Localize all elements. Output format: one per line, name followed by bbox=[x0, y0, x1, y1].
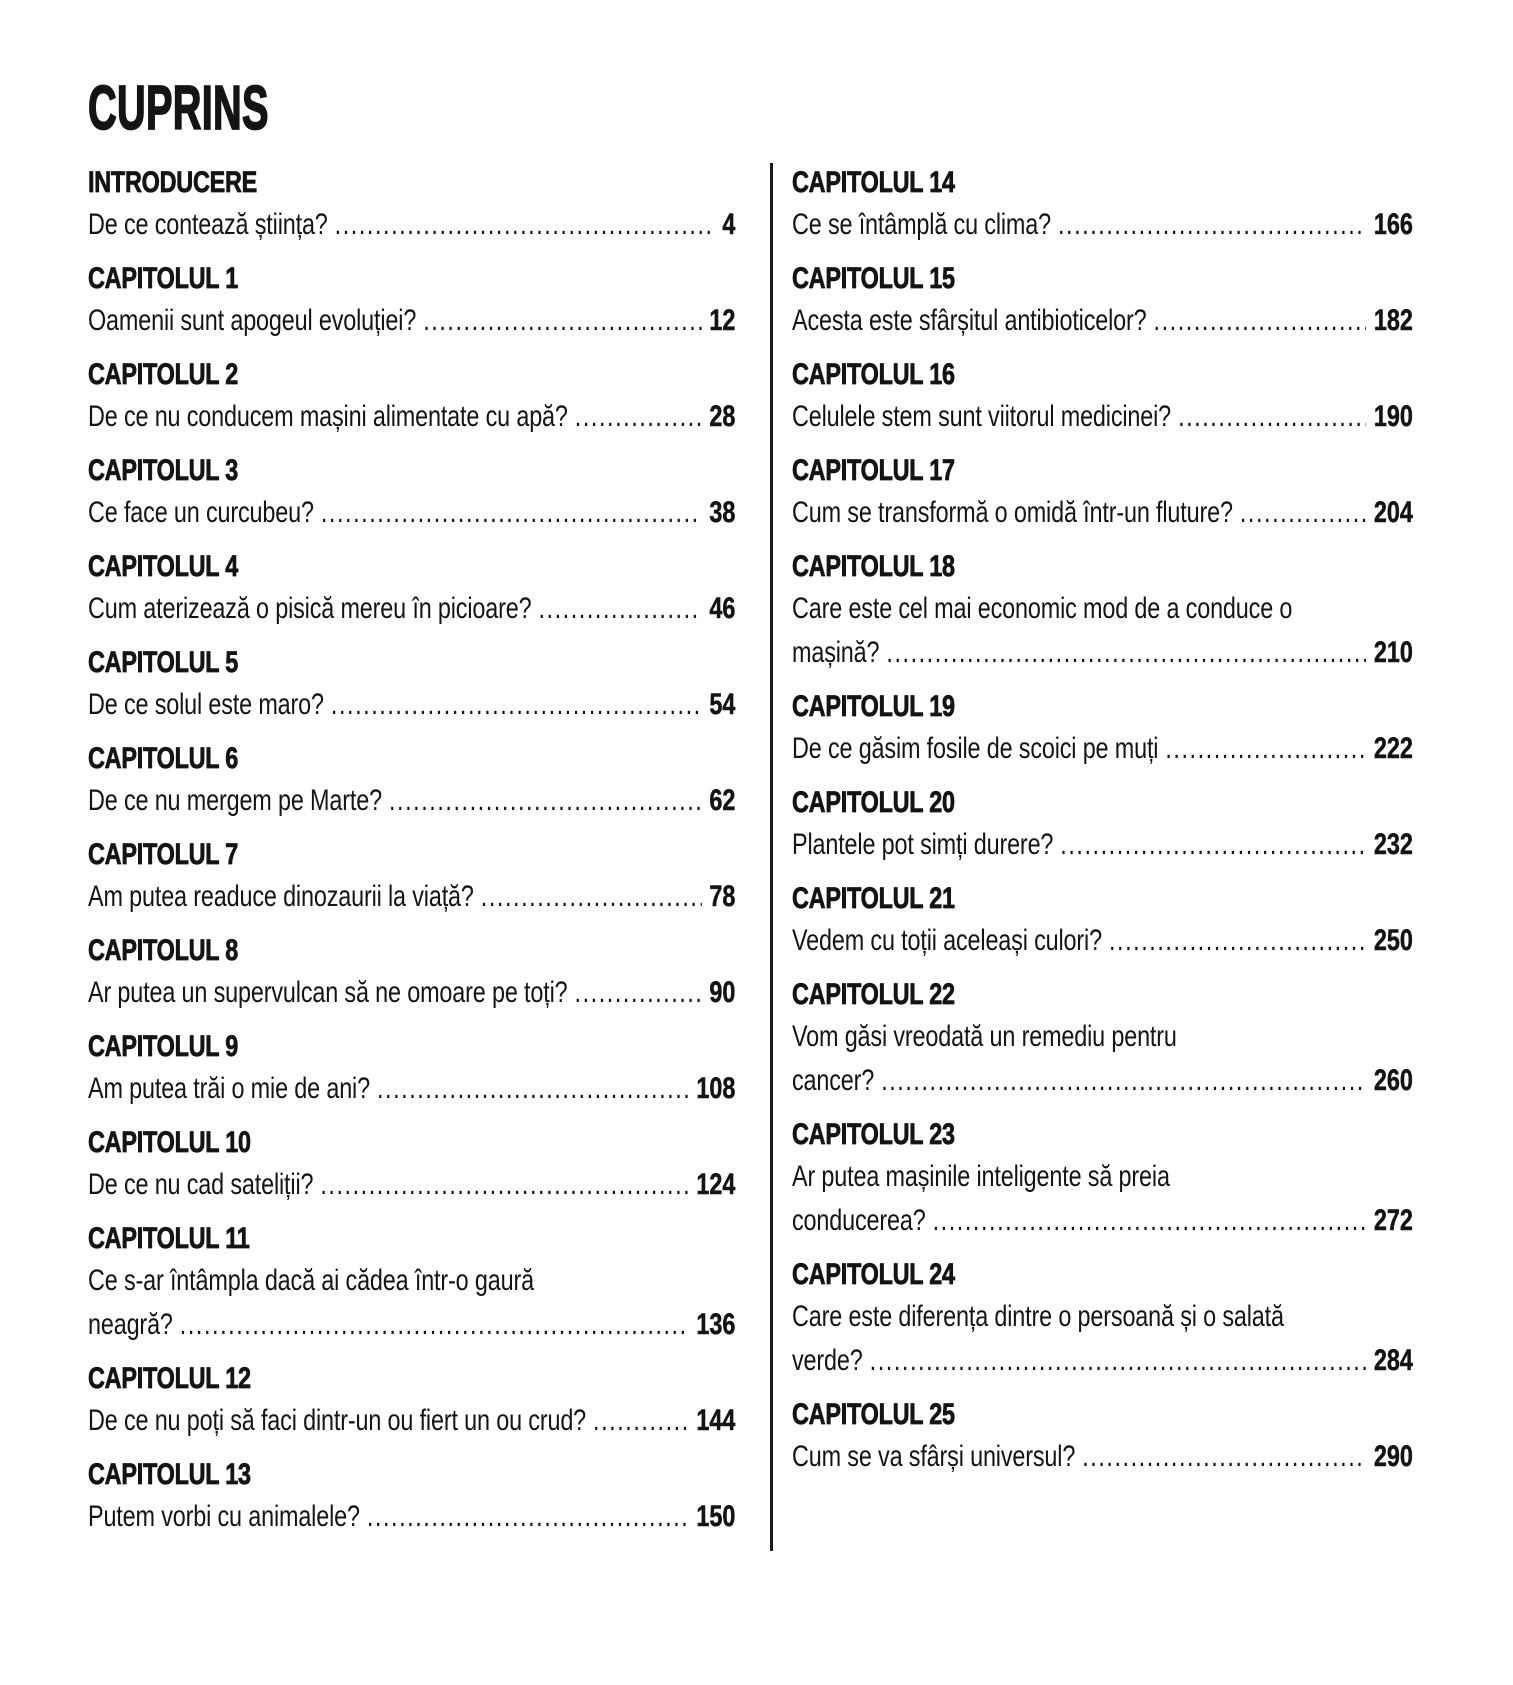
toc-entry bbox=[88, 1455, 735, 1539]
chapter-heading: CAPITOLUL 25 bbox=[792, 1398, 955, 1431]
toc-entry-lines bbox=[792, 203, 1413, 247]
chapter-heading: CAPITOLUL 17 bbox=[792, 454, 955, 487]
toc-entry-line bbox=[792, 1059, 1413, 1103]
page-number: 124 bbox=[696, 1168, 736, 1201]
toc-columns bbox=[88, 163, 1513, 1551]
chapter-heading: CAPITOLUL 3 bbox=[88, 454, 238, 487]
toc-entry bbox=[88, 835, 735, 919]
toc-entry-lines bbox=[88, 875, 735, 919]
dotted-leader bbox=[1082, 1435, 1366, 1479]
toc-column-right-content bbox=[792, 163, 1413, 1479]
toc-entry-lines bbox=[792, 299, 1413, 343]
toc-entry bbox=[792, 355, 1413, 439]
toc-entry-lines bbox=[792, 1155, 1413, 1243]
dotted-leader bbox=[321, 491, 702, 535]
toc-entry-lines bbox=[792, 919, 1413, 963]
chapter-heading: CAPITOLUL 21 bbox=[792, 882, 955, 915]
toc-entry bbox=[88, 739, 735, 823]
page-number: 46 bbox=[709, 592, 736, 625]
chapter-heading: CAPITOLUL 7 bbox=[88, 838, 238, 871]
toc-entry bbox=[792, 163, 1413, 247]
dotted-leader bbox=[575, 395, 702, 439]
toc-entry-lines bbox=[88, 299, 735, 343]
page-title-text: CUPRINS bbox=[88, 74, 269, 143]
page-number: 260 bbox=[1373, 1064, 1413, 1097]
chapter-title: cancer? bbox=[792, 1064, 875, 1097]
toc-entry-line bbox=[88, 875, 735, 919]
toc-entry-line bbox=[88, 395, 735, 439]
chapter-title: De ce nu mergem pe Marte? bbox=[88, 784, 382, 817]
toc-entry bbox=[792, 1395, 1413, 1479]
chapter-title: Oamenii sunt apogeul evoluției? bbox=[88, 304, 417, 337]
toc-entry-lines bbox=[88, 587, 735, 631]
chapter-title: Plantele pot simți durere? bbox=[792, 828, 1054, 861]
toc-entry-lines bbox=[88, 1399, 735, 1443]
chapter-title: Cum se transformă o omidă într-un fluture? bbox=[792, 496, 1233, 529]
toc-entry-lines bbox=[88, 779, 735, 823]
chapter-heading: CAPITOLUL 12 bbox=[88, 1362, 251, 1395]
toc-entry bbox=[792, 259, 1413, 343]
dotted-leader bbox=[335, 203, 715, 247]
toc-entry-line bbox=[792, 587, 1413, 631]
toc-column-left bbox=[88, 163, 770, 1551]
toc-entry-line bbox=[88, 779, 735, 823]
toc-entry bbox=[88, 355, 735, 439]
page-number: 38 bbox=[709, 496, 736, 529]
dotted-leader bbox=[1060, 823, 1366, 867]
page-number: 4 bbox=[722, 208, 736, 241]
page-number: 62 bbox=[709, 784, 736, 817]
toc-entry-line bbox=[88, 299, 735, 343]
toc-entry-line bbox=[792, 919, 1413, 963]
page-number: 290 bbox=[1373, 1440, 1413, 1473]
toc-entry-line bbox=[792, 631, 1413, 675]
page-number: 190 bbox=[1373, 400, 1413, 433]
chapter-title: Am putea trăi o mie de ani? bbox=[88, 1072, 370, 1105]
chapter-title: Vom găsi vreodată un remediu pentru bbox=[792, 1020, 1177, 1053]
chapter-heading: CAPITOLUL 1 bbox=[88, 262, 238, 295]
page-number: 210 bbox=[1373, 636, 1413, 669]
toc-entry-line bbox=[88, 1067, 735, 1111]
chapter-title: De ce contează știința? bbox=[88, 208, 328, 241]
dotted-leader bbox=[1109, 919, 1366, 963]
page-number: 284 bbox=[1373, 1344, 1413, 1377]
chapter-heading: CAPITOLUL 15 bbox=[792, 262, 955, 295]
toc-entry bbox=[88, 931, 735, 1015]
page-number: 182 bbox=[1373, 304, 1413, 337]
dotted-leader bbox=[575, 971, 702, 1015]
chapter-heading: CAPITOLUL 16 bbox=[792, 358, 955, 391]
page-number: 232 bbox=[1373, 828, 1413, 861]
dotted-leader bbox=[180, 1303, 689, 1347]
page-number: 166 bbox=[1373, 208, 1413, 241]
dotted-leader bbox=[481, 875, 702, 919]
dotted-leader bbox=[1154, 299, 1367, 343]
chapter-heading: INTRODUCERE bbox=[88, 166, 258, 199]
toc-entry bbox=[88, 643, 735, 727]
chapter-heading: CAPITOLUL 10 bbox=[88, 1126, 251, 1159]
page-number: 28 bbox=[709, 400, 736, 433]
toc-entry-line bbox=[792, 727, 1413, 771]
dotted-leader bbox=[538, 587, 701, 631]
chapter-heading: CAPITOLUL 23 bbox=[792, 1118, 955, 1151]
toc-entry-line bbox=[88, 1303, 735, 1347]
page-number: 108 bbox=[696, 1072, 736, 1105]
toc-entry-line bbox=[88, 1163, 735, 1207]
toc-entry-line bbox=[88, 1399, 735, 1443]
chapter-title: De ce nu poți să faci dintr-un ou fiert un ou crud? bbox=[88, 1404, 587, 1437]
toc-entry bbox=[88, 451, 735, 535]
chapter-heading: CAPITOLUL 22 bbox=[792, 978, 955, 1011]
toc-entry bbox=[792, 783, 1413, 867]
toc-entry bbox=[792, 547, 1413, 675]
toc-entry-line bbox=[792, 1295, 1413, 1339]
toc-page bbox=[0, 74, 1513, 1685]
page-number: 136 bbox=[696, 1308, 736, 1341]
toc-entry-line bbox=[88, 971, 735, 1015]
toc-entry bbox=[88, 1123, 735, 1207]
chapter-title: Ce face un curcubeu? bbox=[88, 496, 314, 529]
dotted-leader bbox=[886, 631, 1366, 675]
toc-entry-line bbox=[88, 587, 735, 631]
chapter-heading: CAPITOLUL 18 bbox=[792, 550, 955, 583]
page-number: 90 bbox=[709, 976, 736, 1009]
page-number: 144 bbox=[696, 1404, 736, 1437]
chapter-title: De ce nu conducem mașini alimentate cu apă? bbox=[88, 400, 568, 433]
page-number: 222 bbox=[1373, 732, 1413, 765]
toc-entry bbox=[792, 879, 1413, 963]
dotted-leader bbox=[933, 1199, 1366, 1243]
toc-entry bbox=[792, 1115, 1413, 1243]
toc-entry-lines bbox=[792, 395, 1413, 439]
toc-entry-line bbox=[792, 1155, 1413, 1199]
page-title bbox=[88, 74, 1513, 143]
toc-entry-line bbox=[88, 683, 735, 727]
chapter-title: mașină? bbox=[792, 636, 880, 669]
chapter-heading: CAPITOLUL 6 bbox=[88, 742, 238, 775]
chapter-title: Ce se întâmplă cu clima? bbox=[792, 208, 1051, 241]
toc-entry bbox=[792, 451, 1413, 535]
toc-column-right bbox=[773, 163, 1492, 1551]
chapter-title: De ce nu cad sateliții? bbox=[88, 1168, 314, 1201]
toc-entry-lines bbox=[88, 1067, 735, 1111]
chapter-title: Am putea readuce dinozaurii la viață? bbox=[88, 880, 474, 913]
toc-entry-line bbox=[88, 203, 735, 247]
dotted-leader bbox=[870, 1339, 1366, 1383]
chapter-title: Acesta este sfârșitul antibioticelor? bbox=[792, 304, 1147, 337]
toc-entry-line bbox=[792, 823, 1413, 867]
chapter-title: neagră? bbox=[88, 1308, 173, 1341]
toc-entry bbox=[792, 1255, 1413, 1383]
toc-entry-lines bbox=[88, 203, 735, 247]
toc-entry bbox=[88, 1027, 735, 1111]
toc-entry-lines bbox=[88, 971, 735, 1015]
toc-entry-line bbox=[792, 1435, 1413, 1479]
toc-entry bbox=[88, 547, 735, 631]
toc-entry bbox=[792, 687, 1413, 771]
chapter-heading: CAPITOLUL 9 bbox=[88, 1030, 238, 1063]
chapter-title: Care este diferența dintre o persoană și o salată bbox=[792, 1300, 1284, 1333]
dotted-leader bbox=[320, 1163, 688, 1207]
chapter-heading: CAPITOLUL 4 bbox=[88, 550, 238, 583]
dotted-leader bbox=[331, 683, 702, 727]
dotted-leader bbox=[1240, 491, 1366, 535]
toc-entry bbox=[88, 1219, 735, 1347]
page-number: 150 bbox=[696, 1500, 736, 1533]
toc-entry-lines bbox=[88, 491, 735, 535]
toc-column-left-content bbox=[88, 163, 735, 1539]
toc-entry bbox=[88, 163, 735, 247]
chapter-title: De ce solul este maro? bbox=[88, 688, 324, 721]
chapter-heading: CAPITOLUL 24 bbox=[792, 1258, 955, 1291]
chapter-heading: CAPITOLUL 20 bbox=[792, 786, 955, 819]
toc-entry-lines bbox=[792, 587, 1413, 675]
chapter-title: Vedem cu toții aceleași culori? bbox=[792, 924, 1102, 957]
toc-entry bbox=[88, 1359, 735, 1443]
chapter-title: Ar putea mașinile inteligente să preia bbox=[792, 1160, 1170, 1193]
toc-entry-line bbox=[792, 1199, 1413, 1243]
toc-entry-line bbox=[88, 491, 735, 535]
chapter-title: verde? bbox=[792, 1344, 863, 1377]
chapter-heading: CAPITOLUL 5 bbox=[88, 646, 238, 679]
toc-entry-lines bbox=[792, 1435, 1413, 1479]
toc-entry-line bbox=[792, 491, 1413, 535]
chapter-title: Putem vorbi cu animalele? bbox=[88, 1500, 360, 1533]
chapter-heading: CAPITOLUL 11 bbox=[88, 1222, 250, 1255]
chapter-heading: CAPITOLUL 13 bbox=[88, 1458, 251, 1491]
chapter-title: Cum se va sfârși universul? bbox=[792, 1440, 1076, 1473]
chapter-title: Celulele stem sunt viitorul medicinei? bbox=[792, 400, 1172, 433]
page-number: 272 bbox=[1373, 1204, 1413, 1237]
dotted-leader bbox=[593, 1399, 688, 1443]
dotted-leader bbox=[1058, 203, 1366, 247]
page-number: 54 bbox=[709, 688, 736, 721]
page-number: 12 bbox=[709, 304, 736, 337]
toc-entry-line bbox=[88, 1495, 735, 1539]
chapter-title: De ce găsim fosile de scoici pe muți bbox=[792, 732, 1159, 765]
toc-entry-lines bbox=[792, 1015, 1413, 1103]
chapter-heading: CAPITOLUL 8 bbox=[88, 934, 238, 967]
page-number: 204 bbox=[1373, 496, 1413, 529]
chapter-heading: CAPITOLUL 14 bbox=[792, 166, 955, 199]
toc-entry-line bbox=[792, 1339, 1413, 1383]
toc-entry-lines bbox=[88, 395, 735, 439]
page-number: 78 bbox=[709, 880, 736, 913]
dotted-leader bbox=[377, 1067, 689, 1111]
chapter-title: Cum aterizează o pisică mereu în picioare? bbox=[88, 592, 532, 625]
toc-entry-lines bbox=[88, 1259, 735, 1347]
toc-entry-lines bbox=[792, 727, 1413, 771]
toc-entry-lines bbox=[88, 1495, 735, 1539]
toc-entry-line bbox=[792, 299, 1413, 343]
dotted-leader bbox=[367, 1495, 689, 1539]
chapter-title: Ce s-ar întâmpla dacă ai cădea într-o gaură bbox=[88, 1264, 534, 1297]
toc-entry-lines bbox=[88, 1163, 735, 1207]
toc-entry-lines bbox=[792, 1295, 1413, 1383]
dotted-leader bbox=[1165, 727, 1366, 771]
toc-entry-lines bbox=[792, 823, 1413, 867]
toc-entry-lines bbox=[88, 683, 735, 727]
toc-entry-line bbox=[792, 395, 1413, 439]
toc-entry bbox=[88, 259, 735, 343]
toc-entry-lines bbox=[792, 491, 1413, 535]
dotted-leader bbox=[881, 1059, 1366, 1103]
toc-entry-line bbox=[88, 1259, 735, 1303]
dotted-leader bbox=[423, 299, 701, 343]
toc-entry-line bbox=[792, 1015, 1413, 1059]
chapter-heading: CAPITOLUL 19 bbox=[792, 690, 955, 723]
toc-entry bbox=[792, 975, 1413, 1103]
chapter-title: Care este cel mai economic mod de a conduce o bbox=[792, 592, 1293, 625]
chapter-title: conducerea? bbox=[792, 1204, 926, 1237]
chapter-heading: CAPITOLUL 2 bbox=[88, 358, 238, 391]
dotted-leader bbox=[389, 779, 702, 823]
page-number: 250 bbox=[1373, 924, 1413, 957]
dotted-leader bbox=[1178, 395, 1366, 439]
toc-entry-line bbox=[792, 203, 1413, 247]
chapter-title: Ar putea un supervulcan să ne omoare pe toți? bbox=[88, 976, 568, 1009]
